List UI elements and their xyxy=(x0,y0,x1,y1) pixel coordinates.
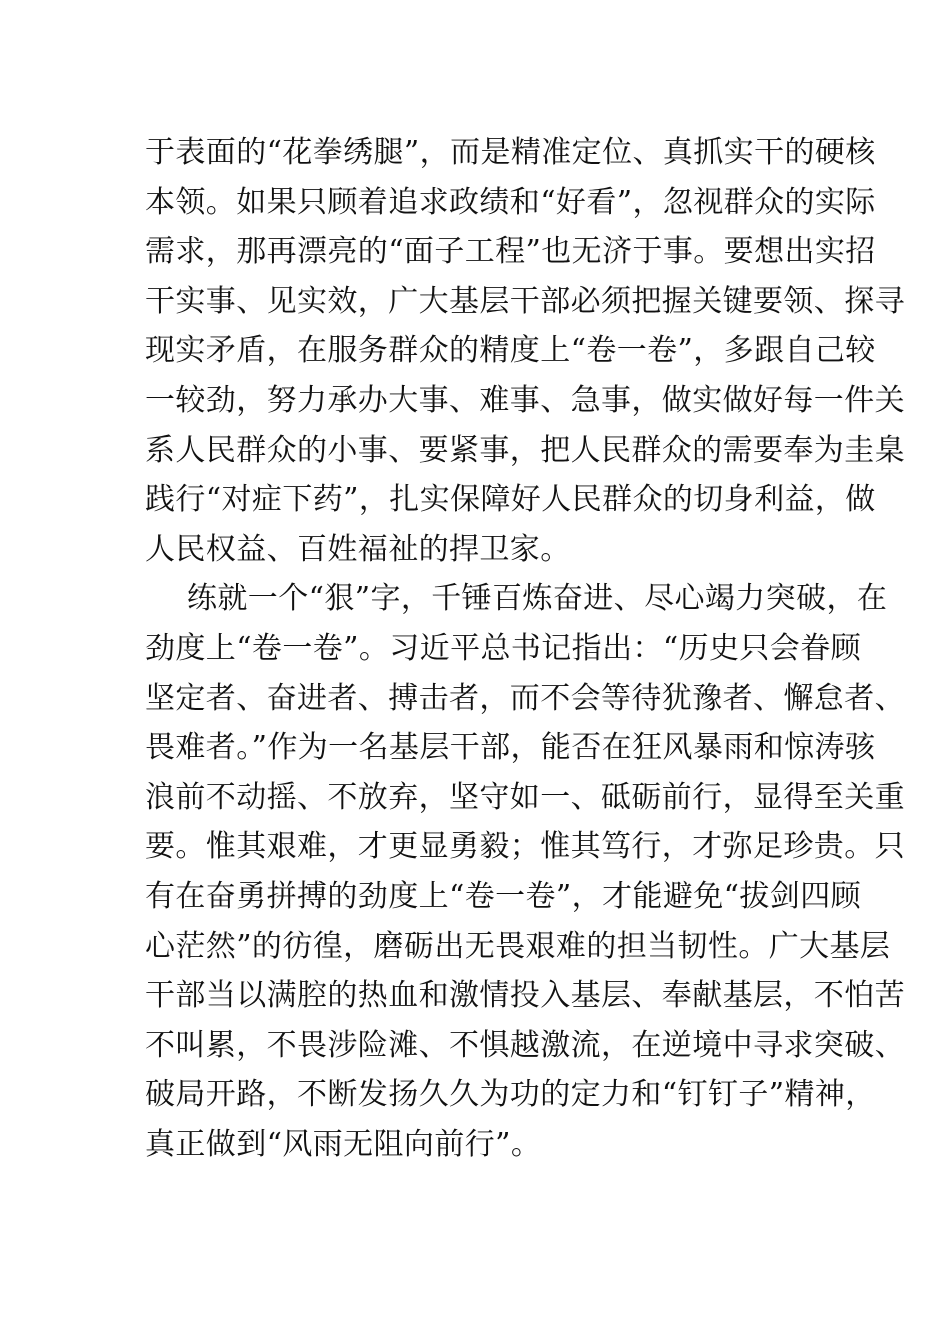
paragraph-hen xyxy=(145,574,905,1169)
text-line: 心茫然”的彷徨，磨砺出无畏艰难的担当韧性。广大基层 xyxy=(145,928,891,964)
text-line: 浪前不动摇、不放弃，坚守如一、砥砺前行，显得至关重 xyxy=(145,779,905,815)
text-line: 要。惟其艰难，才更显勇毅；惟其笃行，才弥足珍贵。只 xyxy=(145,829,905,865)
text-line: 本领。如果只顾着追求政绩和“好看”，忽视群众的实际 xyxy=(145,184,876,220)
text-line: 干部当以满腔的热血和激情投入基层、奉献基层，不怕苦 xyxy=(145,978,905,1014)
text-line: 一较劲，努力承办大事、难事、急事，做实做好每一件关 xyxy=(145,382,905,418)
text-line: 人民权益、百姓福祉的捍卫家。 xyxy=(145,531,571,567)
text-line: 有在奋勇拼搏的劲度上“卷一卷”，才能避免“拔剑四顾 xyxy=(145,878,862,914)
text-line: 劲度上“卷一卷”。习近平总书记指出：“历史只会眷顾 xyxy=(145,630,862,666)
text-line: 畏难者。”作为一名基层干部，能否在狂风暴雨和惊涛骇 xyxy=(145,730,876,766)
text-line: 需求，那再漂亮的“面子工程”也无济于事。要想出实招 xyxy=(145,234,876,270)
text-line: 坚定者、奋进者、搏击者，而不会等待犹豫者、懈怠者、 xyxy=(145,680,905,716)
text-line: 于表面的“花拳绣腿”，而是精准定位、真抓实干的硬核 xyxy=(145,135,876,170)
text-line: 现实矛盾，在服务群众的精度上“卷一卷”，多跟自己较 xyxy=(145,333,876,369)
text-line: 不叫累，不畏涉险滩、不惧越激流，在逆境中寻求突破、 xyxy=(145,1027,905,1063)
text-line-first: 练就一个“狠”字，千锤百炼奋进、尽心竭力突破，在 xyxy=(187,581,888,617)
document-body xyxy=(145,128,905,1169)
text-line: 系人民群众的小事、要紧事，把人民群众的需要奉为圭臬 xyxy=(145,432,905,468)
text-line: 破局开路，不断发扬久久为功的定力和“钉钉子”精神， xyxy=(145,1077,876,1113)
text-line: 践行“对症下药”，扎实保障好人民群众的切身利益，做 xyxy=(145,482,876,518)
text-line: 干实事、见实效，广大基层干部必须把握关键要领、探寻 xyxy=(145,283,905,319)
text-line: 真正做到“风雨无阻向前行”。 xyxy=(145,1126,542,1162)
paragraph-continuation xyxy=(145,128,905,574)
